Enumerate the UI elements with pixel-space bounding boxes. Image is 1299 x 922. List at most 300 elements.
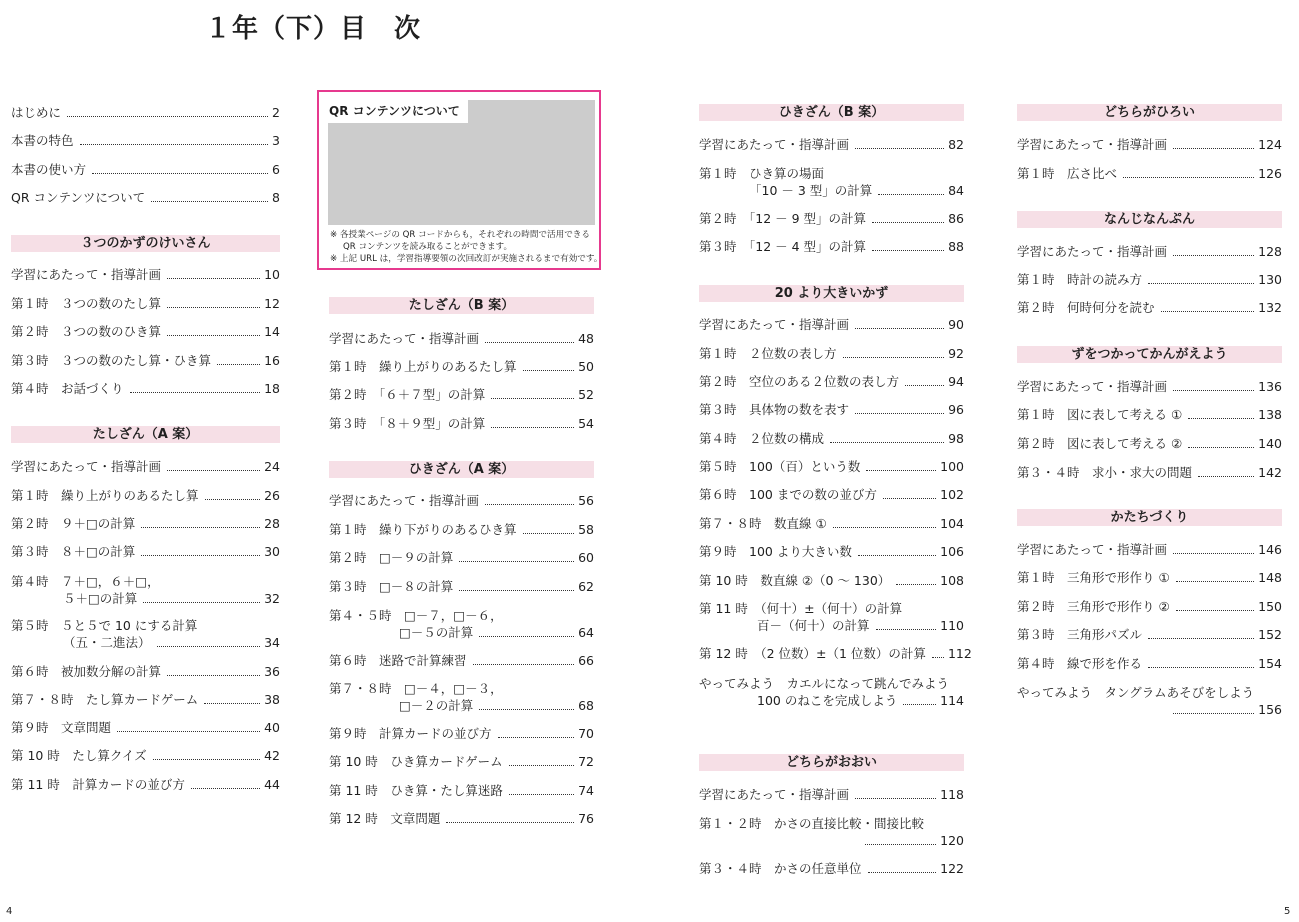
- toc-page-number: 106: [940, 544, 964, 559]
- dot-leader: [217, 364, 260, 365]
- dot-leader: [1188, 447, 1254, 448]
- toc-entry[interactable]: [11, 161, 280, 178]
- toc-entry[interactable]: [699, 238, 964, 255]
- toc-entry[interactable]: [699, 572, 964, 589]
- toc-entry[interactable]: [699, 543, 964, 560]
- toc-entry-line: [699, 860, 964, 877]
- dot-leader: [479, 709, 574, 710]
- toc-entry-label: 学習にあたって・指導計画: [1017, 379, 1168, 394]
- toc-entry[interactable]: [329, 652, 594, 669]
- toc-entry-label: 学習にあたって・指導計画: [329, 493, 480, 508]
- toc-entry[interactable]: [329, 578, 594, 595]
- dot-leader: [117, 731, 260, 732]
- section-header: なんじなんぷん: [1017, 211, 1282, 228]
- toc-entry-line: [11, 617, 280, 634]
- toc-page-number: 58: [578, 522, 594, 537]
- toc-entry-line: [1017, 569, 1282, 586]
- toc-entry-label: 第 12 時 文章問題: [329, 811, 441, 826]
- section-header: ひきざん（B 案）: [699, 104, 964, 121]
- dot-leader: [1176, 581, 1254, 582]
- toc-entry[interactable]: [699, 600, 964, 634]
- toc-entry-line: [11, 487, 280, 504]
- toc-entry-label-2: （五・二進法）: [63, 635, 151, 650]
- dot-leader: [167, 335, 260, 336]
- toc-entry-line: [11, 323, 280, 340]
- dot-leader: [191, 788, 260, 789]
- toc-entry[interactable]: [329, 358, 594, 375]
- toc-entry[interactable]: [699, 345, 964, 362]
- toc-page-number: 100: [940, 459, 964, 474]
- toc-entry-label-2: □－２の計算: [399, 698, 474, 713]
- toc-entry-line: [329, 492, 594, 509]
- toc-entry[interactable]: [699, 675, 964, 709]
- toc-entry-line: [699, 238, 964, 255]
- dot-leader: [896, 584, 936, 585]
- toc-entry-label: 第２時 三角形で形作り ②: [1017, 599, 1170, 614]
- toc-entry-label: 第１時 時計の読み方: [1017, 272, 1143, 287]
- dot-leader: [1173, 148, 1254, 149]
- toc-entry[interactable]: [11, 719, 280, 736]
- toc-entry-line: [1017, 626, 1282, 643]
- toc-entry[interactable]: [329, 607, 594, 641]
- toc-page-number: 130: [1258, 272, 1282, 287]
- toc-page-number: 28: [264, 516, 280, 531]
- toc-page-number: 34: [264, 635, 280, 650]
- toc-entry-label: やってみよう タングラムあそびをしよう: [1017, 685, 1255, 700]
- toc-entry-line: [329, 358, 594, 375]
- dot-leader: [872, 222, 944, 223]
- toc-entry[interactable]: [699, 860, 964, 877]
- toc-entry-label-2: ５＋□の計算: [63, 591, 138, 606]
- toc-page-number: 92: [948, 346, 964, 361]
- toc-entry-line: [1017, 299, 1282, 316]
- toc-entry-label: 第３時 □－８の計算: [329, 579, 454, 594]
- dot-leader: [1173, 390, 1254, 391]
- toc-entry[interactable]: [11, 458, 280, 475]
- toc-entry-line: [11, 458, 280, 475]
- toc-entry-line: [11, 747, 280, 764]
- section-header: どちらがひろい: [1017, 104, 1282, 121]
- dot-leader: [866, 470, 936, 471]
- toc-entry[interactable]: [329, 810, 594, 827]
- toc-entry[interactable]: [11, 104, 280, 121]
- toc-entry-line: [329, 521, 594, 538]
- toc-entry[interactable]: [329, 521, 594, 538]
- toc-entry-label: 第３時 「12 － 4 型」の計算: [699, 239, 867, 254]
- toc-entry-label: 学習にあたって・指導計画: [329, 331, 480, 346]
- toc-entry-line: [11, 352, 280, 369]
- toc-page-number: 14: [264, 324, 280, 339]
- toc-entry-label: 学習にあたって・指導計画: [699, 137, 850, 152]
- toc-entry[interactable]: [329, 782, 594, 799]
- toc-entry[interactable]: [1017, 406, 1282, 423]
- toc-entry-label: 第２時 「12 － 9 型」の計算: [699, 211, 867, 226]
- toc-page-number: 140: [1258, 436, 1282, 451]
- toc-entry[interactable]: [11, 487, 280, 504]
- dot-leader: [1173, 255, 1254, 256]
- toc-page-number: 104: [940, 516, 964, 531]
- toc-entry[interactable]: [1017, 464, 1282, 481]
- toc-page-number: 56: [578, 493, 594, 508]
- toc-page-number: 50: [578, 359, 594, 374]
- toc-entry-label: 第４時 線で形を作る: [1017, 656, 1143, 671]
- toc-entry-line: [699, 572, 964, 589]
- toc-entry[interactable]: [699, 430, 964, 447]
- toc-entry-line: [11, 663, 280, 680]
- toc-entry-label: 第２時 ９＋□の計算: [11, 516, 136, 531]
- toc-page-number: 90: [948, 317, 964, 332]
- toc-page-number: 40: [264, 720, 280, 735]
- toc-entry[interactable]: [11, 352, 280, 369]
- toc-entry-line: [11, 776, 280, 793]
- dot-leader: [485, 504, 574, 505]
- toc-entry-line: [699, 515, 964, 532]
- toc-page-number: 118: [940, 787, 964, 802]
- toc-entry[interactable]: [1017, 136, 1282, 153]
- toc-page-number: 84: [948, 183, 964, 198]
- toc-entry-label: 第５時 ５と５で 10 にする計算: [11, 618, 198, 633]
- dot-leader: [459, 561, 574, 562]
- toc-entry[interactable]: [699, 786, 964, 803]
- dot-leader: [141, 527, 260, 528]
- toc-entry[interactable]: [699, 316, 964, 333]
- toc-entry-label: 第 11 時 計算カードの並び方: [11, 777, 185, 792]
- dot-leader: [523, 533, 575, 534]
- toc-entry[interactable]: [1017, 243, 1282, 260]
- dot-leader: [446, 822, 574, 823]
- dot-leader: [843, 357, 945, 358]
- toc-page-number: 26: [264, 488, 280, 503]
- toc-entry[interactable]: [1017, 569, 1282, 586]
- toc-entry-line-2: [699, 832, 964, 849]
- toc-entry[interactable]: [11, 663, 280, 680]
- toc-page-number: 52: [578, 387, 594, 402]
- toc-page-number: 148: [1258, 570, 1282, 585]
- toc-entry-line: [329, 680, 594, 697]
- toc-entry[interactable]: [329, 492, 594, 509]
- toc-entry-label: 第９時 文章問題: [11, 720, 112, 735]
- toc-entry-label: 第 11 時 ひき算・たし算迷路: [329, 783, 503, 798]
- toc-page-number: 114: [940, 693, 964, 708]
- toc-entry[interactable]: [11, 617, 280, 651]
- toc-entry[interactable]: [11, 323, 280, 340]
- toc-entry[interactable]: [11, 295, 280, 312]
- toc-page-number: 8: [272, 190, 280, 205]
- toc-page-number: 128: [1258, 244, 1282, 259]
- toc-entry-label-2: 100 のねこを完成しよう: [757, 693, 898, 708]
- dot-leader: [473, 664, 575, 665]
- toc-page-number: 54: [578, 416, 594, 431]
- toc-entry-label: 第２時 図に表して考える ②: [1017, 436, 1183, 451]
- toc-entry-line: [699, 675, 964, 692]
- dot-leader: [167, 470, 260, 471]
- toc-page-number: 146: [1258, 542, 1282, 557]
- toc-entry-line-2: [699, 182, 964, 199]
- dot-leader: [858, 555, 936, 556]
- toc-entry-line: [11, 380, 280, 397]
- toc-page-number: 36: [264, 664, 280, 679]
- dot-leader: [878, 194, 944, 195]
- toc-entry[interactable]: [329, 753, 594, 770]
- section-header: ひきざん（A 案）: [329, 461, 594, 478]
- toc-entry-line-2: [699, 692, 964, 709]
- page-title: １年（下）目 次: [205, 14, 422, 44]
- toc-entry[interactable]: [11, 573, 280, 607]
- page-number-left: 4: [6, 906, 13, 917]
- toc-page-number: 152: [1258, 627, 1282, 642]
- toc-entry-label-2: 百－（何十）の計算: [757, 618, 870, 633]
- toc-entry-label: 第３時 ８＋□の計算: [11, 544, 136, 559]
- dot-leader: [855, 328, 944, 329]
- toc-entry-line: [11, 573, 280, 590]
- toc-entry[interactable]: [699, 515, 964, 532]
- toc-page-number: 154: [1258, 656, 1282, 671]
- toc-entry-label: 第２時 「６＋７型」の計算: [329, 387, 486, 402]
- toc-entry[interactable]: [1017, 684, 1282, 718]
- dot-leader: [1123, 177, 1254, 178]
- toc-entry-line: [699, 136, 964, 153]
- dot-leader: [855, 798, 936, 799]
- toc-entry[interactable]: [699, 486, 964, 503]
- dot-leader: [491, 398, 574, 399]
- toc-entry-line: [699, 458, 964, 475]
- toc-page-number: 86: [948, 211, 964, 226]
- toc-page-number: 98: [948, 431, 964, 446]
- toc-entry-line-2: [329, 697, 594, 714]
- section-header: 20 より大きいかず: [699, 285, 964, 302]
- toc-entry[interactable]: [1017, 655, 1282, 672]
- toc-page-number: 60: [578, 550, 594, 565]
- dot-leader: [498, 737, 575, 738]
- toc-entry-label: 第２時 □－９の計算: [329, 550, 454, 565]
- toc-entry-label: 第１時 繰り上がりのあるたし算: [11, 488, 199, 503]
- toc-entry-label: 第 10 時 ひき算カードゲーム: [329, 754, 503, 769]
- toc-page-number: 142: [1258, 465, 1282, 480]
- section-header: かたちづくり: [1017, 509, 1282, 526]
- dot-leader: [1173, 713, 1254, 714]
- toc-page-number: 18: [264, 381, 280, 396]
- toc-entry-line-2: [329, 624, 594, 641]
- toc-entry-label: 学習にあたって・指導計画: [699, 317, 850, 332]
- toc-entry[interactable]: [1017, 299, 1282, 316]
- toc-entry-line: [11, 104, 280, 121]
- toc-page-number: 112: [947, 646, 972, 661]
- toc-entry[interactable]: [699, 210, 964, 227]
- toc-page-number: 96: [948, 402, 964, 417]
- toc-entry-label: 第２時 空位のある２位数の表し方: [699, 374, 900, 389]
- toc-entry[interactable]: [329, 330, 594, 347]
- toc-page-number: 6: [272, 162, 280, 177]
- toc-entry[interactable]: [1017, 435, 1282, 452]
- toc-entry[interactable]: [11, 747, 280, 764]
- toc-entry-line: [329, 607, 594, 624]
- toc-entry[interactable]: [699, 136, 964, 153]
- toc-entry-label: 本書の特色: [11, 133, 74, 148]
- toc-entry-line: [699, 373, 964, 390]
- toc-entry[interactable]: [699, 401, 964, 418]
- toc-page-number: 44: [264, 777, 280, 792]
- qr-note-2: ※ 上記 URL は，学習指導要領の次回改訂が実施されるまで有効です。: [330, 254, 603, 264]
- toc-entry-line: [1017, 406, 1282, 423]
- section-header: ずをつかってかんがえよう: [1017, 346, 1282, 363]
- dot-leader: [167, 278, 260, 279]
- toc-page-number: 138: [1258, 407, 1282, 422]
- toc-page-number: 126: [1258, 166, 1282, 181]
- toc-entry-line: [699, 401, 964, 418]
- toc-entry[interactable]: [1017, 271, 1282, 288]
- toc-entry[interactable]: [699, 373, 964, 390]
- toc-entry[interactable]: [11, 189, 280, 206]
- toc-entry-label: 学習にあたって・指導計画: [11, 459, 162, 474]
- toc-entry-line: [1017, 464, 1282, 481]
- toc-entry-label: 第１時 繰り下がりのあるひき算: [329, 522, 517, 537]
- dot-leader: [204, 703, 260, 704]
- qr-info-box: [317, 90, 601, 270]
- dot-leader: [167, 675, 260, 676]
- dot-leader: [80, 144, 269, 145]
- toc-entry[interactable]: [11, 266, 280, 283]
- toc-page-number: 108: [940, 573, 964, 588]
- toc-entry-label: 第２時 ３つの数のひき算: [11, 324, 162, 339]
- toc-entry-label: 第３・４時 かさの任意単位: [699, 861, 862, 876]
- toc-entry[interactable]: [1017, 541, 1282, 558]
- toc-entry[interactable]: [329, 725, 594, 742]
- toc-entry-line: [11, 543, 280, 560]
- toc-entry-label: 第７・８時 たし算カードゲーム: [11, 692, 199, 707]
- toc-entry-label: 第 10 時 数直線 ②（0 ～ 130）: [699, 573, 891, 588]
- toc-page-number: 16: [264, 353, 280, 368]
- toc-entry-label: 第９時 計算カードの並び方: [329, 726, 492, 741]
- toc-entry[interactable]: [329, 415, 594, 432]
- toc-entry[interactable]: [11, 543, 280, 560]
- toc-entry-line: [11, 161, 280, 178]
- toc-page-number: 3: [272, 133, 280, 148]
- dot-leader: [1173, 553, 1254, 554]
- toc-page-number: 102: [940, 487, 964, 502]
- dot-leader: [868, 872, 937, 873]
- toc-entry[interactable]: [699, 815, 964, 849]
- toc-entry[interactable]: [11, 132, 280, 149]
- toc-entry[interactable]: [11, 691, 280, 708]
- toc-entry-line: [1017, 243, 1282, 260]
- toc-entry-label-2: 「10 － 3 型」の計算: [749, 183, 873, 198]
- qr-note-1-cont: QR コンテンツを読み取ることができます。: [343, 242, 513, 252]
- dot-leader: [1148, 667, 1254, 668]
- toc-entry-label: 第１時 三角形で形作り ①: [1017, 570, 1170, 585]
- toc-entry[interactable]: [11, 380, 280, 397]
- dot-leader: [830, 442, 944, 443]
- toc-entry-label: 学習にあたって・指導計画: [11, 267, 162, 282]
- toc-entry[interactable]: [11, 515, 280, 532]
- toc-entry-label: 学習にあたって・指導計画: [1017, 542, 1168, 557]
- toc-page-number: 32: [264, 591, 280, 606]
- toc-entry-line-2: [11, 590, 280, 607]
- toc-page-number: 38: [264, 692, 280, 707]
- toc-entry-line: [1017, 165, 1282, 182]
- toc-entry-line: [699, 786, 964, 803]
- toc-entry[interactable]: [11, 776, 280, 793]
- toc-entry-line: [1017, 655, 1282, 672]
- toc-entry-line: [699, 543, 964, 560]
- toc-entry-line: [11, 515, 280, 532]
- toc-entry-label: 第６時 迷路で計算練習: [329, 653, 467, 668]
- toc-entry[interactable]: [329, 386, 594, 403]
- toc-entry-line: [11, 295, 280, 312]
- toc-entry-label: 第６時 被加数分解の計算: [11, 664, 162, 679]
- toc-page-number: 94: [948, 374, 964, 389]
- toc-page-number: 24: [264, 459, 280, 474]
- dot-leader: [67, 116, 268, 117]
- toc-entry[interactable]: [699, 645, 972, 662]
- toc-entry-line: [329, 330, 594, 347]
- dot-leader: [167, 307, 260, 308]
- toc-page-number: 122: [940, 861, 964, 876]
- toc-entry-line: [11, 189, 280, 206]
- toc-entry-label: QR コンテンツについて: [11, 190, 146, 205]
- toc-entry[interactable]: [1017, 165, 1282, 182]
- section-header: どちらがおおい: [699, 754, 964, 771]
- toc-entry-line: [699, 210, 964, 227]
- toc-entry-line: [11, 719, 280, 736]
- toc-entry-label: はじめに: [11, 105, 62, 120]
- dot-leader: [1176, 610, 1254, 611]
- dot-leader: [509, 794, 574, 795]
- toc-page-number: 10: [264, 267, 280, 282]
- toc-entry-label: 第 10 時 たし算クイズ: [11, 748, 147, 763]
- toc-entry-label: 第３時 ３つの数のたし算・ひき算: [11, 353, 212, 368]
- dot-leader: [932, 657, 944, 658]
- toc-entry-line: [699, 316, 964, 333]
- toc-entry-label: 第４時 ７＋□，６＋□，: [11, 574, 160, 589]
- toc-entry-line: [329, 753, 594, 770]
- toc-entry-line: [699, 430, 964, 447]
- toc-entry[interactable]: [699, 458, 964, 475]
- toc-entry-line: [329, 725, 594, 742]
- toc-entry-line: [1017, 598, 1282, 615]
- dot-leader: [523, 370, 575, 371]
- qr-note-1: ※ 各授業ページの QR コードからも，それぞれの時間で活用できる: [330, 230, 590, 240]
- toc-entry-line: [11, 691, 280, 708]
- toc-page-number: 68: [578, 698, 594, 713]
- toc-entry-label: 第１・２時 かさの直接比較・間接比較: [699, 816, 925, 831]
- dot-leader: [1188, 418, 1254, 419]
- toc-entry-line: [1017, 378, 1282, 395]
- toc-entry-line: [329, 386, 594, 403]
- dot-leader: [1148, 638, 1254, 639]
- toc-entry-line: [699, 165, 964, 182]
- toc-entry[interactable]: [329, 549, 594, 566]
- dot-leader: [143, 602, 260, 603]
- toc-entry-line: [329, 652, 594, 669]
- toc-page-number: 66: [578, 653, 594, 668]
- toc-page-number: 48: [578, 331, 594, 346]
- toc-entry-label: 第３時 具体物の数を表す: [699, 402, 850, 417]
- toc-entry-label: 第７・８時 数直線 ①: [699, 516, 827, 531]
- toc-entry-label: 第４・５時 □－７，□－６，: [329, 608, 503, 623]
- toc-page-number: 30: [264, 544, 280, 559]
- section-header: たしざん（A 案）: [11, 426, 280, 443]
- toc-entry[interactable]: [1017, 598, 1282, 615]
- dot-leader: [459, 590, 574, 591]
- toc-entry[interactable]: [1017, 626, 1282, 643]
- toc-entry[interactable]: [1017, 378, 1282, 395]
- toc-entry-label: 第１時 図に表して考える ①: [1017, 407, 1183, 422]
- toc-entry[interactable]: [699, 165, 964, 199]
- toc-page-number: 110: [940, 618, 964, 633]
- dot-leader: [151, 201, 268, 202]
- toc-entry[interactable]: [329, 680, 594, 714]
- toc-entry-label: 学習にあたって・指導計画: [699, 787, 850, 802]
